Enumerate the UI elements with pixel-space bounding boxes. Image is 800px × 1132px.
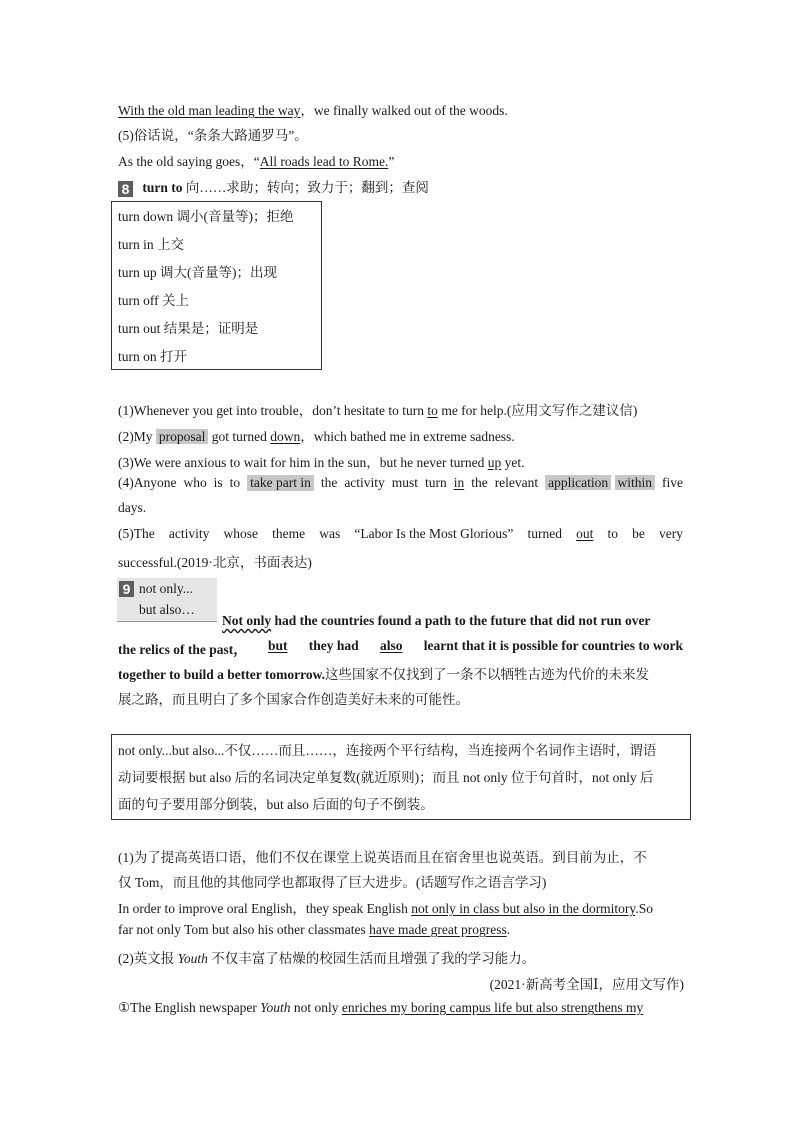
phrase-item: turn off 关上 — [118, 293, 189, 308]
practice-2-source: (2021·新高考全国Ⅰ，应用文写作) — [489, 977, 684, 992]
text-line-2: (5)俗话说，“条条大路通罗马”。 — [118, 128, 308, 143]
answer-underline: not only in class but also in the dormitory — [411, 901, 636, 916]
section-number-badge: 8 — [118, 181, 133, 197]
section-number-badge: 9 — [119, 581, 134, 597]
phrase-item: turn in 上交 — [118, 237, 184, 252]
note-line: 动词要根据 but also 后的名词决定单复数(就近原则)；而且 not only 位于句首时，not only 后 — [118, 770, 654, 785]
practice-1-cn-1: (1)为了提高英语口语，他们不仅在课堂上说英语而且在宿舍里也说英语。到目前为止，不 — [118, 850, 647, 865]
wavy-underline: Not only — [222, 613, 272, 628]
exercise-1: (1)Whenever you get into trouble，don’t hesitate to turn to me for help.(应用文写作之建议信) — [118, 403, 638, 418]
phrase-item: turn on 打开 — [118, 349, 187, 364]
text-line-1: With the old man leading the way，we finally walked out of the woods. — [118, 103, 508, 118]
answer-blank: out — [576, 526, 594, 541]
answer-blank: to — [427, 403, 438, 418]
exercise-5-cont: successful.(2019·北京，书面表达) — [118, 555, 312, 570]
answer-underline: All roads lead to Rome. — [259, 154, 389, 169]
section-8-header: 8 turn to 向……求助；转向；致力于；翻到；查阅 — [118, 176, 429, 197]
exercise-5: (5)The activity whose theme was “Labor Is the Most Glorious” turned out to be very — [118, 526, 683, 541]
answer-blank: in — [453, 475, 465, 490]
practice-2-en: ①The English newspaper Youth not only enriches my boring campus life but also strengthens my — [118, 1000, 644, 1015]
answer-underline: have made great progress — [369, 922, 507, 937]
practice-1-en-2: far not only Tom but also his other classmates have made great progress. — [118, 922, 511, 937]
example-line-1: Not only had the countries found a path to the future that did not run over — [222, 613, 651, 628]
example-line-2: the relics of the past， but they had also learnt that it is possible for countries to work — [118, 638, 683, 657]
phrase-item: turn down 调小(音量等)；拒绝 — [118, 209, 294, 224]
example-line-3: together to build a better tomorrow.这些国家不仅找到了一条不以牺牲古迹为代价的未来发 — [118, 667, 649, 682]
answer-underline: enriches my boring campus life but also strengthens my — [341, 1000, 644, 1015]
note-line: 面的句子要用部分倒装，but also 后面的句子不倒装。 — [118, 797, 434, 812]
highlight: within — [615, 475, 656, 490]
answer-blank: down — [270, 429, 301, 444]
answer-underline: also — [379, 638, 403, 653]
practice-1-en-1: In order to improve oral English，they speak English not only in class but also in the dormitory.So — [118, 901, 653, 916]
note-line: not only...but also...不仅……而且……，连接两个平行结构，当连接两个名词作主语时，谓语 — [118, 743, 657, 758]
phrase-item: turn up 调大(音量等)；出现 — [118, 265, 277, 280]
practice-1-cn-2: 仅 Tom，而且他的其他同学也都取得了巨大进步。(话题写作之语言学习) — [118, 875, 547, 890]
section-9-badge-block: 9 not only... but also… — [117, 578, 217, 622]
highlight: application — [545, 475, 611, 490]
exercise-2: (2)My proposal got turned down，which bathed me in extreme sadness. — [118, 429, 515, 444]
highlight: take part in — [247, 475, 314, 491]
answer-underline: but — [268, 638, 288, 653]
phrase-item: turn out 结果是；证明是 — [118, 321, 259, 336]
exercise-3: (3)We were anxious to wait for him in the sun，but he never turned up yet. — [118, 455, 525, 470]
exercise-4-cont: days. — [118, 500, 147, 515]
practice-2-cn: (2)英文报 Youth 不仅丰富了枯燥的校园生活而且增强了我的学习能力。 — [118, 951, 536, 966]
example-line-4: 展之路，而且明白了多个国家合作创造美好未来的可能性。 — [118, 692, 469, 707]
text-line-3: As the old saying goes，“All roads lead to Rome.” — [118, 154, 395, 169]
highlight: proposal — [156, 429, 209, 444]
answer-underline: With the old man leading the way — [118, 103, 301, 118]
exercise-4: (4)Anyone who is to take part in the activity must turn in the relevant application within five — [118, 475, 683, 490]
answer-blank: up — [487, 455, 502, 470]
